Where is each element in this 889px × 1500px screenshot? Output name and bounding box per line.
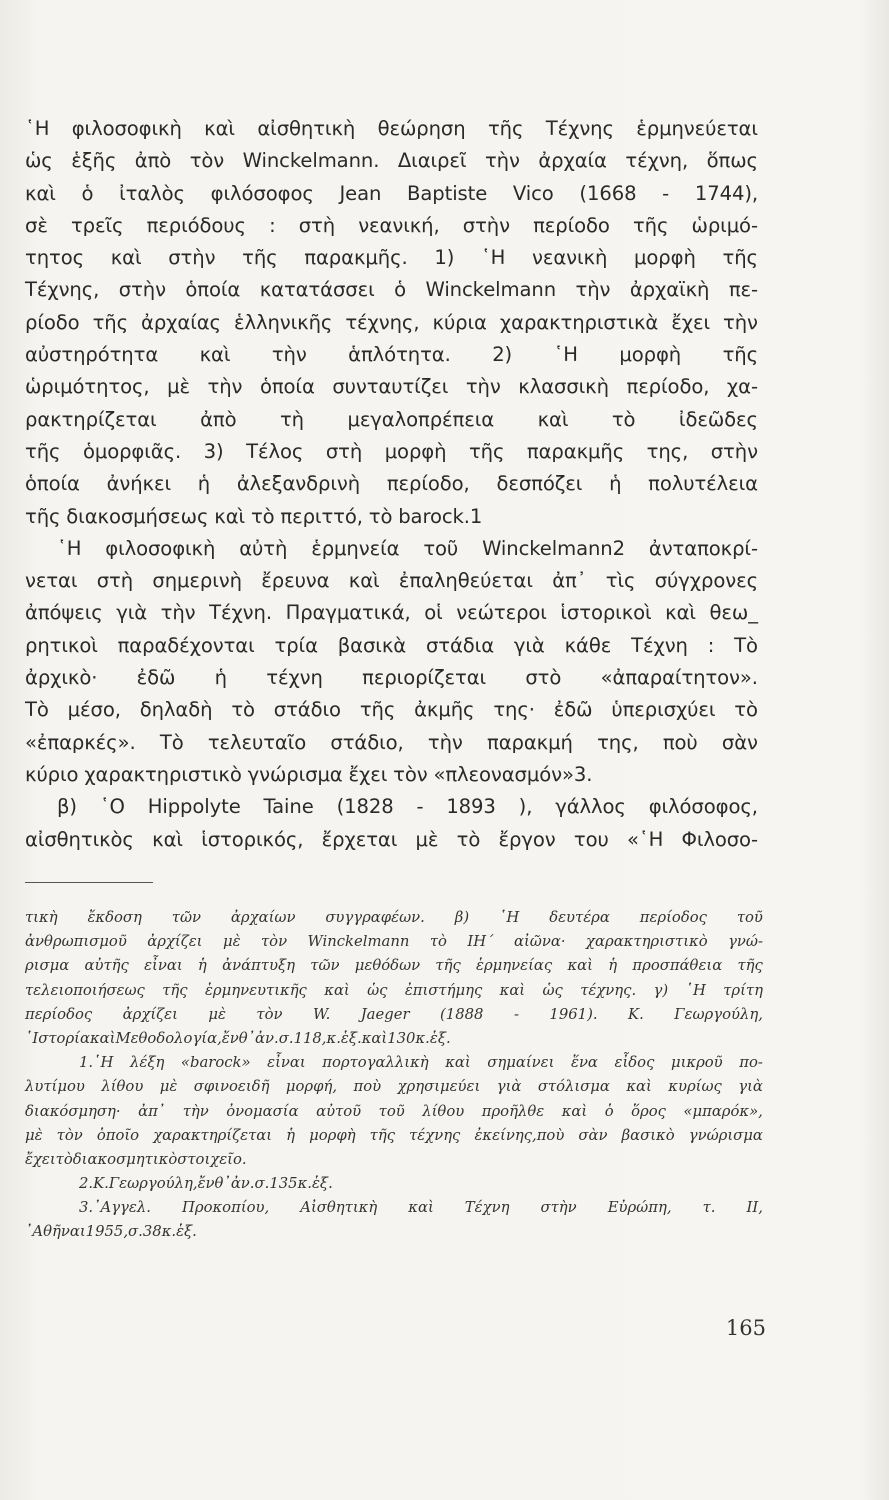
text-line: Τὸ μέσο, δηλαδὴ τὸ στάδιο τῆς ἀκμῆς της· ἐδῶ ὑπερισχύει τὸ [25,698,758,722]
text-line: αἰσθητικὸς καὶ ἱστορικός, ἔρχεται μὲ τὸ ἔργον του «῾Η Φιλοσο- [25,827,758,851]
footnote-line: 3.᾿Αγγελ. Προκοπίου, Αἰσθητικὴ καὶ Τέχνη στὴν Εὐρώπη, τ. ΙΙ, [79,1199,763,1217]
text-line: ἀρχικὸ· ἐδῶ ἡ τέχνη περιορίζεται στὸ «ἀπαραίτητον». [25,666,758,690]
footnote-line: τικὴ ἔκδοση τῶν ἀρχαίων συγγραφέων. β) ῾Η δευτέρα περίοδος τοῦ [25,909,763,926]
footnote-line: μὲ τὸν ὁποῖο χαρακτηρίζεται ἡ μορφὴ τῆς τέχνης ἐκείνης,ποὺ σὰν βασικὸ γνώρισμα [25,1126,763,1144]
footnote-line: περίοδος ἀρχίζει μὲ τὸν W. Jaeger (1888 - 1961). Κ. Γεωργούλη, [25,1005,763,1023]
text-line: β) ῾Ο Hippolyte Taine (1828 - 1893 ), γάλλος φιλόσοφος, [57,795,758,819]
text-line: ῾Η φιλοσοφικὴ καὶ αἰσθητικὴ θεώρηση τῆς Τέχνης ἑρμηνεύεται [25,117,758,140]
footnote-line: ἀνθρωπισμοῦ ἀρχίζει μὲ τὸν Winckelmann τὸ ΙΗ΄ αἰῶνα· χαρακτηριστικὸ γνώ- [25,933,763,951]
footnote-line: λυτίμου λίθου μὲ σφινοειδῆ μορφή, ποὺ χρησιμεύει γιὰ στόλισμα καὶ κυρίως γιὰ [25,1078,763,1096]
text-line: σὲ τρεῖς περιόδους : στὴ νεανική, στὴν περίοδο τῆς ὡριμό- [25,213,758,237]
text-line: κύριο χαρακτηριστικὸ γνώρισμα ἔχει τὸν «πλεονασμόν»3. [25,762,593,786]
text-line: νεται στὴ σημερινὴ ἔρευνα καὶ ἐπαληθεύεται ἀπ᾿ τὶς σύγχρονες [25,569,758,593]
text-line: ὁποία ἀνήκει ἡ ἀλεξανδρινὴ περίοδο, δεσπόζει ἡ πολυτέλεια [25,472,758,496]
footnote-line: ρισμα αὐτῆς εἶναι ἡ ἀνάπτυξη τῶν μεθόδων τῆς ἑρμηνείας καὶ ἡ προσπάθεια τῆς [25,957,763,975]
text-line: καὶ ὁ ἰταλὸς φιλόσοφος Jean Baptiste Vico (1668 - 1744), [25,181,758,205]
footnote-line: 2. Κ. Γεωργούλη, ἔνθ᾿ ἀν. σ. 135 κ.ἑξ. [79,1175,333,1193]
footnote-line: τελειοποιήσεως τῆς ἑρμηνευτικῆς καὶ ὡς ἐπιστήμης καὶ ὡς τέχνης. γ) ῾Η τρίτη [25,981,763,999]
text-line: τῆς ὁμορφιᾶς. 3) Τέλος στὴ μορφὴ τῆς παρακμῆς της, στὴν [25,439,758,463]
footnote-divider [25,882,153,883]
footnote-line: ῾Ιστορία καὶ Μεθοδολογία, ἔνθ᾿ ἀν. σ. 118, κ.ἑξ. καὶ 130 κ.ἑξ. [25,1029,451,1047]
text-line: ὡς ἑξῆς ἀπὸ τὸν Winckelmann. Διαιρεῖ τὴν ἀρχαία τέχνη, ὅπως [25,149,758,173]
footnote-line: διακόσμηση· ἀπ᾿ τὴν ὀνομασία αὐτοῦ τοῦ λίθου προῆλθε καὶ ὁ ὅρος «μπαρόκ», [25,1102,763,1120]
text-line: ρίοδο τῆς ἀρχαίας ἑλληνικῆς τέχνης, κύρια χαρακτηριστικὰ ἔχει τὴν [25,310,758,334]
page-number: 165 [725,1316,766,1340]
footnote-line: 1.῾Η λέξη «barock» εἶναι πορτογαλλικὴ καὶ σημαίνει ἕνα εἶδος μικροῦ πο- [79,1054,763,1072]
text-line: ρακτηρίζεται ἀπὸ τὴ μεγαλοπρέπεια καὶ τὸ ἰδεῶδες [25,407,758,431]
footnote-line: ᾿Αθῆναι 1955, σ. 38 κ.ἑξ. [25,1223,197,1241]
text-line: Τέχνης, στὴν ὁποία κατατάσσει ὁ Winckelmann τὴν ἀρχαϊκὴ πε- [25,278,758,302]
text-line: ρητικοὶ παραδέχονται τρία βασικὰ στάδια γιὰ κάθε Τέχνη : Τὸ [25,633,758,657]
text-line: τῆς διακοσμήσεως καὶ τὸ περιττό, τὸ barock.1 [25,504,483,528]
text-line: «ἐπαρκές». Τὸ τελευταῖο στάδιο, τὴν παρακμή της, ποὺ σὰν [25,730,758,754]
main-text [25,113,758,856]
text-line: ῾Η φιλοσοφικὴ αὐτὴ ἑρμηνεία τοῦ Winckelmann2 ἀνταποκρί- [57,536,758,560]
text-line: τητος καὶ στὴν τῆς παρακμῆς. 1) ῾Η νεανικὴ μορφὴ τῆς [25,246,758,270]
text-line: ἀπόψεις γιὰ τὴν Τέχνη. Πραγματικά, οἱ νεώτεροι ἱστορικοὶ καὶ θεω_ [25,601,758,625]
footnotes [25,906,763,1245]
footnote-line: ἔχει τὸ διακοσμητικὸ στοιχεῖο. [25,1150,247,1168]
text-line: ὡριμότητος, μὲ τὴν ὁποία συνταυτίζει τὴν κλασσικὴ περίοδο, χα- [25,375,758,399]
text-line: αὐστηρότητα καὶ τὴν ἁπλότητα. 2) ῾Η μορφὴ τῆς [25,343,758,367]
